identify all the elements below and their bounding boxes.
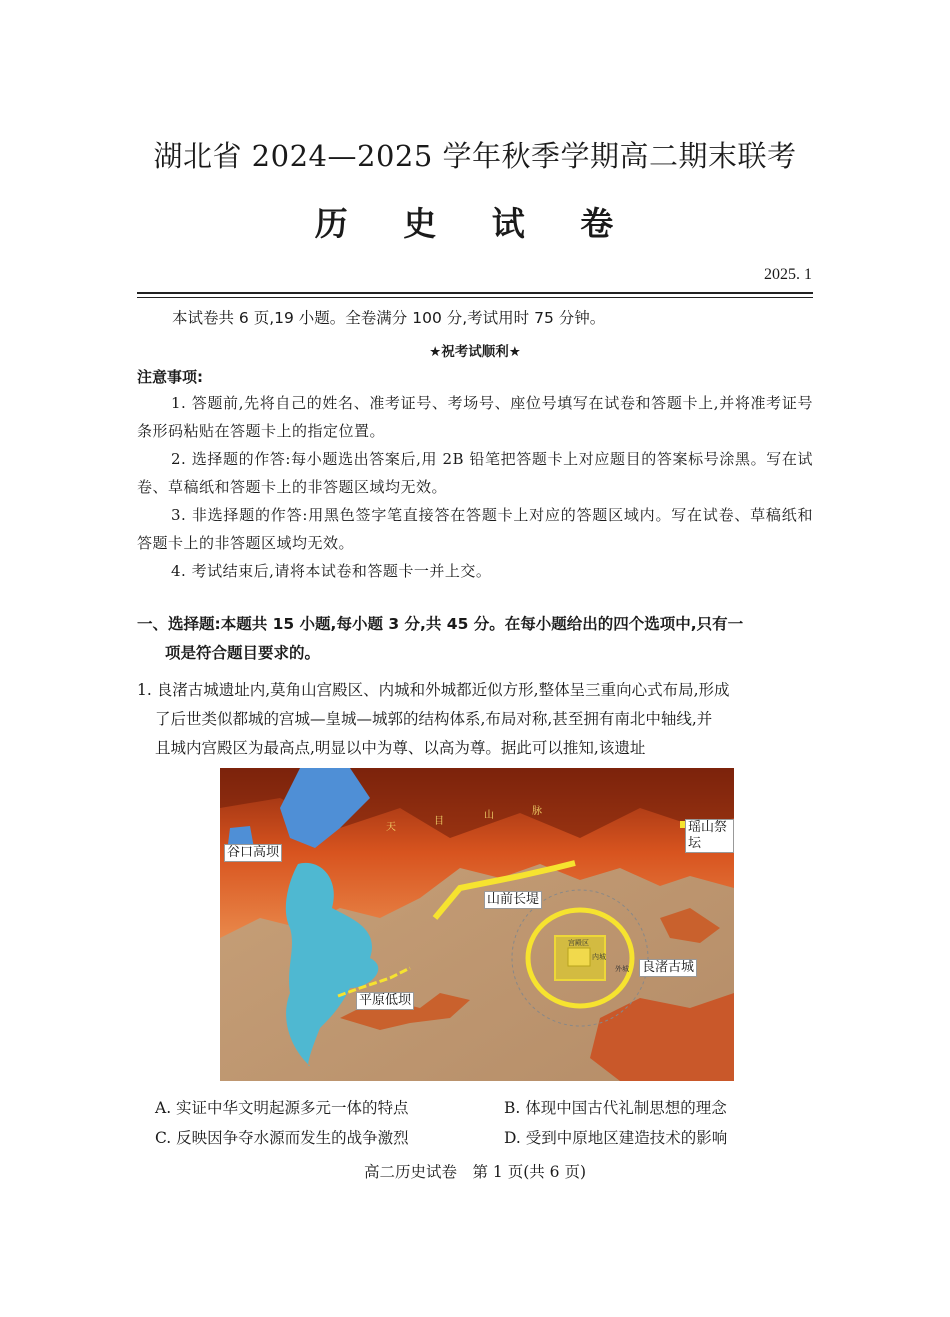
map-label-liangzhu: 良渚古城 — [639, 959, 697, 977]
page-footer: 高二历史试卷 第 1 页(共 6 页) — [363, 1163, 587, 1181]
question-1-stem — [137, 676, 817, 763]
exam-subject: 历 史 试 卷 — [314, 204, 636, 243]
question-1-line3: 且城内宫殿区为最高点,明显以中为尊、以高为尊。据此可以推知,该遗址 — [155, 739, 646, 757]
exam-date: 2025. 1 — [764, 266, 812, 283]
section-heading — [137, 610, 817, 668]
option-d: D. 受到中原地区建造技术的影响 — [504, 1129, 728, 1147]
map-range-char-1: 天 — [386, 822, 396, 833]
note-item-3: 3. 非选择题的作答:用黑色签字笔直接答在答题卡上对应的答题区域内。写在试卷、草稿纸和答题卡上的非答题区域均无效。 — [137, 506, 813, 552]
map-label-yaoshan: 瑶山祭坛 — [685, 819, 734, 853]
map-range-char-3: 山 — [484, 810, 494, 821]
notes-heading: 注意事项: — [137, 368, 203, 386]
option-c: C. 反映因争夺水源而发生的战争激烈 — [155, 1129, 409, 1147]
section-heading-line1: 一、选择题:本题共 15 小题,每小题 3 分,共 45 分。在每小题给出的四个选项中,只有一 — [137, 615, 744, 633]
header-rule-thin — [137, 297, 813, 298]
map-range-char-2: 目 — [434, 816, 444, 827]
exam-intro: 本试卷共 6 页,19 小题。全卷满分 100 分,考试用时 75 分钟。 — [172, 309, 606, 327]
header-rule-thick — [137, 292, 813, 294]
map-range-char-4: 脉 — [532, 806, 542, 817]
good-luck-banner: ★祝考试顺利★ — [429, 344, 521, 360]
note-item-1: 1. 答题前,先将自己的姓名、准考证号、考场号、座位号填写在试卷和答题卡上,并将准考证号条形码粘贴在答题卡上的指定位置。 — [137, 394, 813, 440]
map-label-outer: 外城 — [615, 965, 629, 973]
map-label-pingyuan: 平原低坝 — [356, 992, 414, 1010]
option-b: B. 体现中国古代礼制思想的理念 — [504, 1099, 727, 1117]
exam-title: 湖北省 2024—2025 学年秋季学期高二期末联考 — [153, 139, 797, 173]
option-a: A. 实证中华文明起源多元一体的特点 — [155, 1099, 409, 1117]
map-label-gukou: 谷口高坝 — [224, 844, 282, 862]
note-item-2: 2. 选择题的作答:每小题选出答案后,用 2B 铅笔把答题卡上对应题目的答案标号涂黑。写在试卷、草稿纸和答题卡上的非答题区域均无效。 — [137, 450, 813, 496]
section-heading-line2: 项是符合题目要求的。 — [165, 644, 321, 662]
note-item-4: 4. 考试结束后,请将本试卷和答题卡一并上交。 — [171, 562, 492, 580]
question-1-line2: 了后世类似都城的宫城—皇城—城郭的结构体系,布局对称,甚至拥有南北中轴线,并 — [155, 710, 713, 728]
map-label-palace: 宫殿区 — [568, 939, 589, 947]
map-image — [220, 768, 734, 1081]
question-1-line1: 1. 良渚古城遗址内,莫角山宫殿区、内城和外城都近似方形,整体呈三重向心式布局,形成 — [137, 681, 730, 699]
map-label-shanqian: 山前长堤 — [484, 891, 542, 909]
liangzhu-site-map — [220, 768, 734, 1081]
map-label-inner: 内城 — [592, 953, 606, 961]
